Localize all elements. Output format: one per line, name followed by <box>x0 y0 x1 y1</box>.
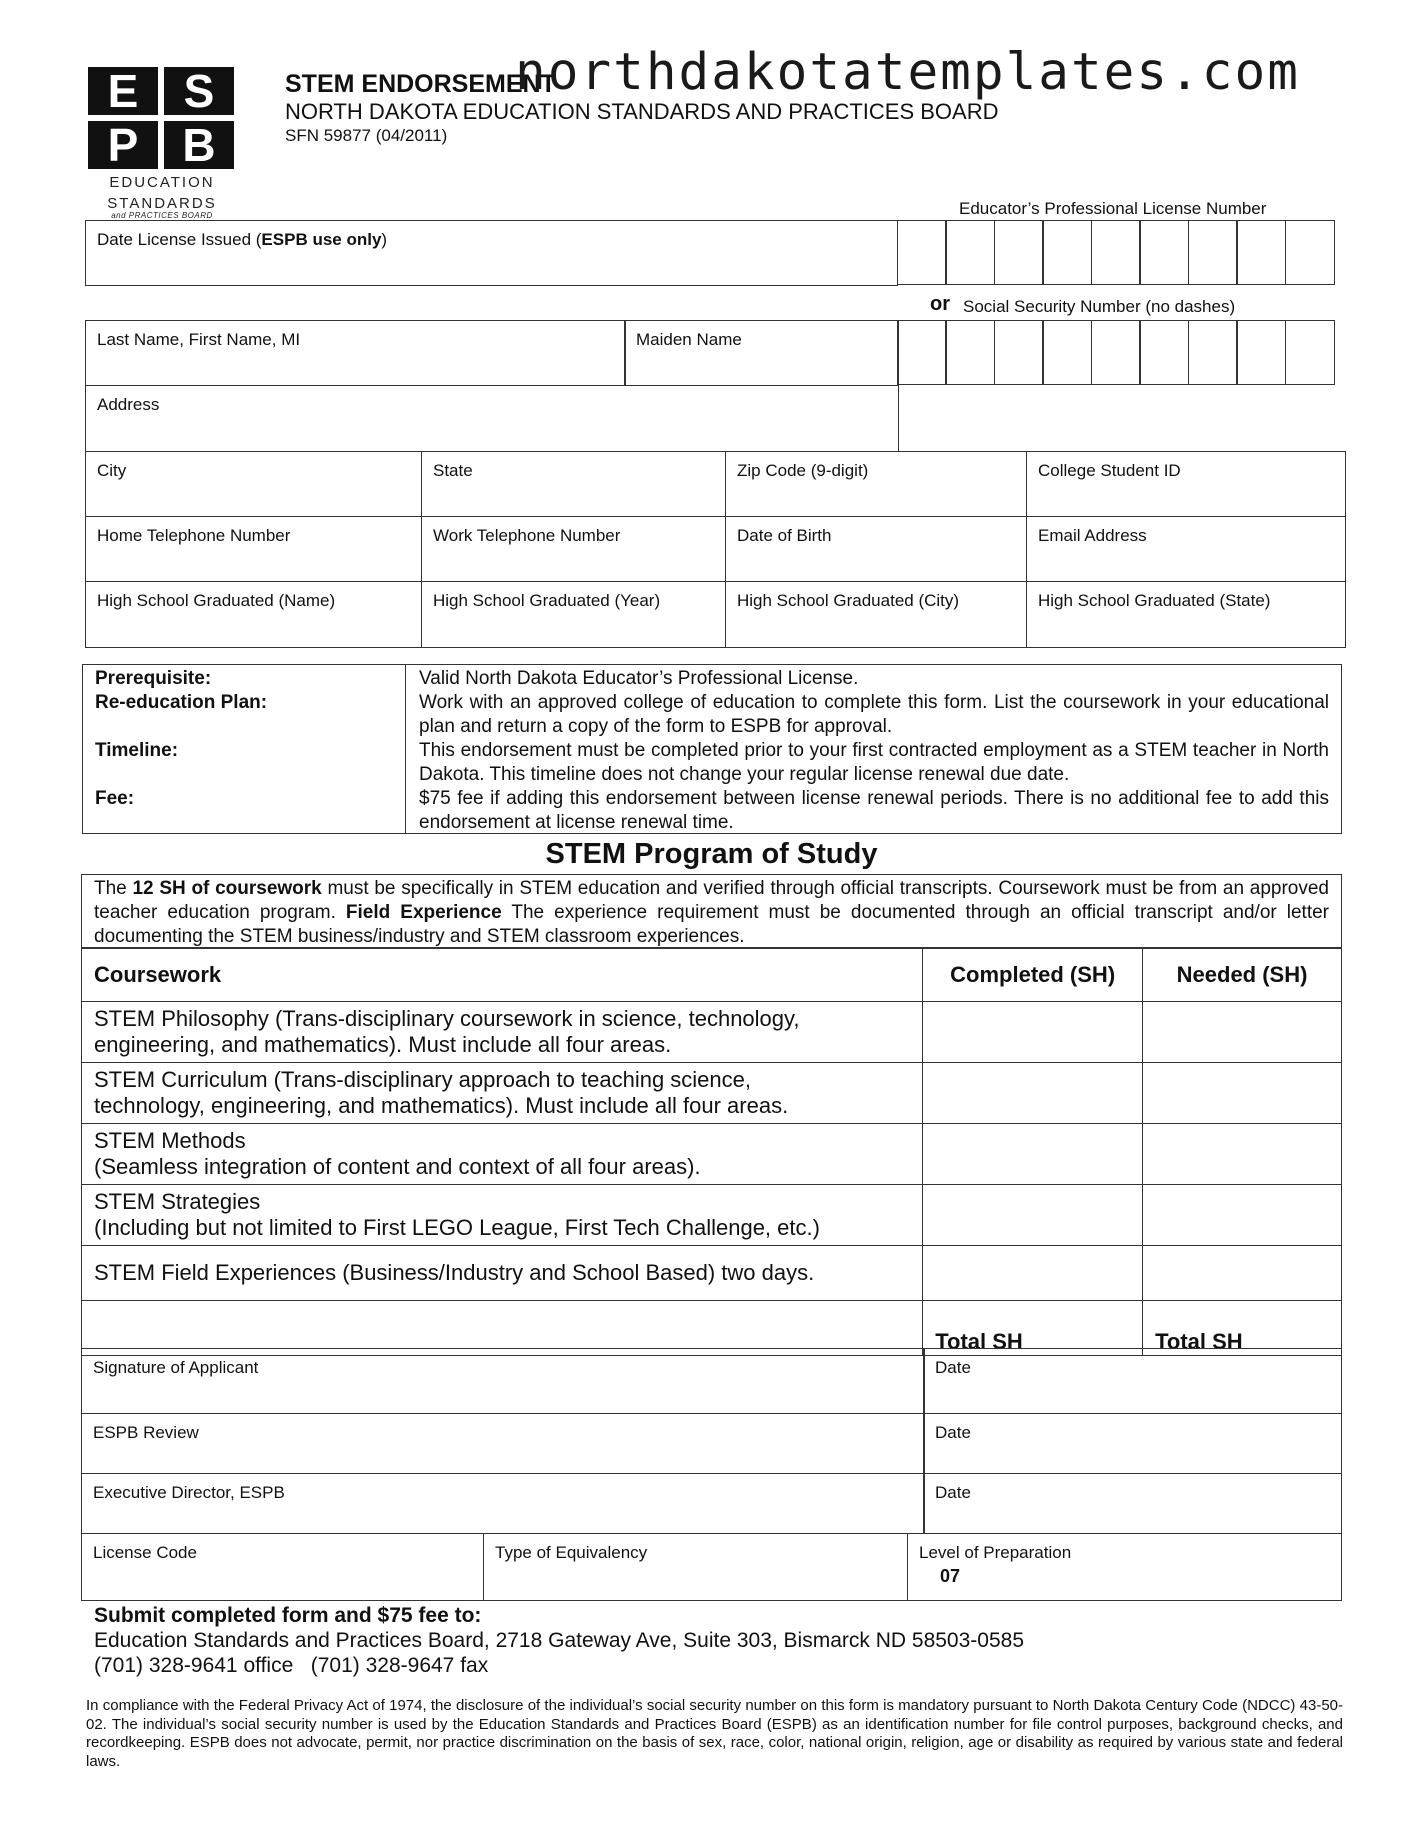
hs-name-field[interactable] <box>85 581 422 648</box>
prerequisite-value: Valid North Dakota Educator’s Professional License. <box>419 668 859 689</box>
completed-sh-input[interactable] <box>923 1002 1143 1063</box>
logo-letter-b: B <box>164 121 234 169</box>
table-row <box>82 1002 1342 1063</box>
digit-box[interactable] <box>945 320 995 385</box>
form-title: STEM ENDORSEMENT <box>285 70 556 98</box>
director-date-label: Date <box>935 1483 971 1502</box>
state-field[interactable] <box>421 451 726 517</box>
form-number: SFN 59877 (04/2011) <box>285 126 448 145</box>
digit-box[interactable] <box>1139 220 1189 285</box>
total-needed[interactable]: Total SH <box>1143 1301 1342 1356</box>
logo-letter-p: P <box>88 121 158 169</box>
hs-year-field[interactable] <box>421 581 726 648</box>
level-label: Level of Preparation <box>919 1543 1072 1562</box>
logo-line-practices: and PRACTICES BOARD <box>111 211 213 220</box>
digit-box[interactable] <box>897 320 947 385</box>
license-code-field[interactable] <box>81 1533 484 1601</box>
course-stem-philosophy: STEM Philosophy (Trans-disciplinary coursework in science, technology, engineering, and mathematics). Must include all four areas. <box>82 1002 923 1063</box>
digit-box[interactable] <box>994 220 1044 285</box>
logo-letter-e: E <box>88 67 158 115</box>
license-code-label: License Code <box>93 1543 197 1562</box>
course-stem-field-experiences: STEM Field Experiences (Business/Industry and School Based) two days. <box>82 1246 923 1301</box>
digit-box[interactable] <box>1236 220 1286 285</box>
table-row <box>82 1063 1342 1124</box>
course-stem-methods: STEM Methods (Seamless integration of content and context of all four areas). <box>82 1124 923 1185</box>
program-title: STEM Program of Study <box>545 838 878 870</box>
address-label: Address <box>97 395 160 414</box>
digit-box[interactable] <box>897 220 947 285</box>
col-coursework: Coursework <box>82 949 923 1002</box>
reeducation-key: Re-education Plan: <box>95 692 268 713</box>
home-phone-field[interactable] <box>85 516 422 582</box>
hs-city-label: High School Graduated (City) <box>737 591 960 610</box>
completed-sh-input[interactable] <box>923 1063 1143 1124</box>
ssn-label: Social Security Number (no dashes) <box>963 297 1236 316</box>
or-label: or <box>930 293 950 315</box>
timeline-value: This endorsement must be completed prior to your first contracted employment as a STEM teacher in North Dakota. This timeline does not change your regular license renewal due date. <box>419 740 1329 785</box>
digit-box[interactable] <box>1285 320 1335 385</box>
review-date-label: Date <box>935 1423 971 1442</box>
fee-value: $75 fee if adding this endorsement between license renewal periods. There is no additional fee to add this endorsement at license renewal time. <box>419 788 1329 833</box>
hs-state-label: High School Graduated (State) <box>1038 591 1271 610</box>
license-number-label: Educator’s Professional License Number <box>959 199 1267 218</box>
requirements-block <box>82 664 1342 834</box>
email-label: Email Address <box>1038 526 1147 545</box>
email-field[interactable] <box>1026 516 1346 582</box>
program-intro: The 12 SH of coursework must be specifically in STEM education and verified through official transcripts. Coursework must be from an approved teacher education program. Field Experience The experience requirement must be documented through an official transcript and/or letter documenting the STEM business/industry and STEM classroom experiences. <box>81 874 1342 948</box>
maiden-name-label: Maiden Name <box>636 330 742 349</box>
level-of-preparation-field[interactable] <box>907 1533 1342 1601</box>
timeline-key: Timeline: <box>95 740 179 761</box>
zip-field[interactable] <box>725 451 1027 517</box>
work-phone-field[interactable] <box>421 516 726 582</box>
digit-box[interactable] <box>1042 320 1092 385</box>
digit-box[interactable] <box>1091 220 1141 285</box>
equivalency-field[interactable] <box>483 1533 908 1601</box>
needed-sh-input[interactable] <box>1143 1002 1342 1063</box>
completed-sh-input[interactable] <box>923 1124 1143 1185</box>
fee-key: Fee: <box>95 788 135 809</box>
digit-box[interactable] <box>945 220 995 285</box>
table-row <box>82 1124 1342 1185</box>
course-stem-strategies: STEM Strategies (Including but not limited to First LEGO League, First Tech Challenge, etc.) <box>82 1185 923 1246</box>
digit-box[interactable] <box>1042 220 1092 285</box>
needed-sh-input[interactable] <box>1143 1124 1342 1185</box>
needed-sh-input[interactable] <box>1143 1185 1342 1246</box>
hs-year-label: High School Graduated (Year) <box>433 591 661 610</box>
submit-heading: Submit completed form and $75 fee to: <box>94 1604 482 1627</box>
dob-label: Date of Birth <box>737 526 832 545</box>
city-field[interactable] <box>85 451 422 517</box>
director-label: Executive Director, ESPB <box>93 1483 285 1502</box>
needed-sh-input[interactable] <box>1143 1063 1342 1124</box>
digit-box[interactable] <box>1285 220 1335 285</box>
city-label: City <box>97 461 127 480</box>
total-completed[interactable]: Total SH <box>923 1301 1143 1356</box>
equivalency-label: Type of Equivalency <box>495 1543 648 1562</box>
name-field[interactable] <box>85 320 626 386</box>
hs-state-field[interactable] <box>1026 581 1346 648</box>
maiden-name-field[interactable] <box>624 320 899 386</box>
form-subtitle: NORTH DAKOTA EDUCATION STANDARDS AND PRACTICES BOARD <box>285 99 999 124</box>
espb-review-label: ESPB Review <box>93 1423 199 1442</box>
espb-logo <box>88 67 236 220</box>
review-date-field[interactable] <box>923 1413 1342 1474</box>
digit-box[interactable] <box>1139 320 1189 385</box>
dob-field[interactable] <box>725 516 1027 582</box>
name-label: Last Name, First Name, MI <box>97 330 301 349</box>
student-id-label: College Student ID <box>1038 461 1181 480</box>
digit-box[interactable] <box>1091 320 1141 385</box>
logo-line-standards: STANDARDS <box>107 195 217 212</box>
col-needed: Needed (SH) <box>1143 949 1342 1002</box>
director-field[interactable] <box>81 1473 925 1534</box>
work-phone-label: Work Telephone Number <box>433 526 621 545</box>
espb-review-field[interactable] <box>81 1413 925 1474</box>
ssn-boxes[interactable] <box>898 320 1335 385</box>
course-stem-curriculum: STEM Curriculum (Trans-disciplinary approach to teaching science, technology, engineering, and mathematics). Must include all four areas. <box>82 1063 923 1124</box>
level-value: 07 <box>940 1566 961 1586</box>
needed-sh-input[interactable] <box>1143 1246 1342 1301</box>
table-header-row <box>82 949 1342 1002</box>
zip-label: Zip Code (9-digit) <box>737 461 869 480</box>
completed-sh-input[interactable] <box>923 1246 1143 1301</box>
coursework-table <box>81 948 1342 1356</box>
signature-label: Signature of Applicant <box>93 1358 259 1377</box>
reeducation-value: Work with an approved college of education to complete this form. List the coursework in your educational plan and return a copy of the form to ESPB for approval. <box>419 692 1329 737</box>
completed-sh-input[interactable] <box>923 1185 1143 1246</box>
signature-date-field[interactable] <box>923 1348 1342 1414</box>
prerequisite-key: Prerequisite: <box>95 668 212 689</box>
digit-box[interactable] <box>994 320 1044 385</box>
submit-instructions <box>94 1603 1024 1678</box>
signature-field[interactable] <box>81 1348 925 1414</box>
student-id-field[interactable] <box>1026 451 1346 517</box>
submit-address: Education Standards and Practices Board, 2718 Gateway Ave, Suite 303, Bismarck ND 58503-0585 <box>94 1629 1024 1652</box>
digit-box[interactable] <box>1188 320 1238 385</box>
home-phone-label: Home Telephone Number <box>97 526 291 545</box>
submit-phones: (701) 328-9641 office (701) 328-9647 fax <box>94 1654 489 1677</box>
director-date-field[interactable] <box>923 1473 1342 1534</box>
watermark: northdakotatemplates.com <box>515 43 1300 102</box>
license-number-boxes[interactable] <box>898 220 1335 285</box>
hs-name-label: High School Graduated (Name) <box>97 591 336 610</box>
privacy-notice: In compliance with the Federal Privacy Act of 1974, the disclosure of the individual’s social security number on this form is mandatory pursuant to North Dakota Century Code (NDCC) 43-50-02. The individual’s social security number is used by the Education Standards and Practices Board (ESPB) as an identification number for file control purposes, background checks, and recordkeeping. ESPB does not advocate, permit, nor practice discrimination on the basis of sex, race, color, national origin, religion, age or disability as required by various state and federal laws. <box>86 1697 1343 1770</box>
digit-box[interactable] <box>1236 320 1286 385</box>
hs-city-field[interactable] <box>725 581 1027 648</box>
logo-line-education: EDUCATION <box>109 174 215 191</box>
date-issued-label: Date License Issued (ESPB use only) <box>97 230 388 249</box>
state-label: State <box>433 461 473 480</box>
col-completed: Completed (SH) <box>923 949 1143 1002</box>
address-field[interactable] <box>85 385 899 452</box>
logo-letter-s: S <box>164 67 234 115</box>
table-row <box>82 1185 1342 1246</box>
table-row <box>82 1246 1342 1301</box>
date-issued-field[interactable] <box>85 220 898 286</box>
digit-box[interactable] <box>1188 220 1238 285</box>
signature-date-label: Date <box>935 1358 971 1377</box>
